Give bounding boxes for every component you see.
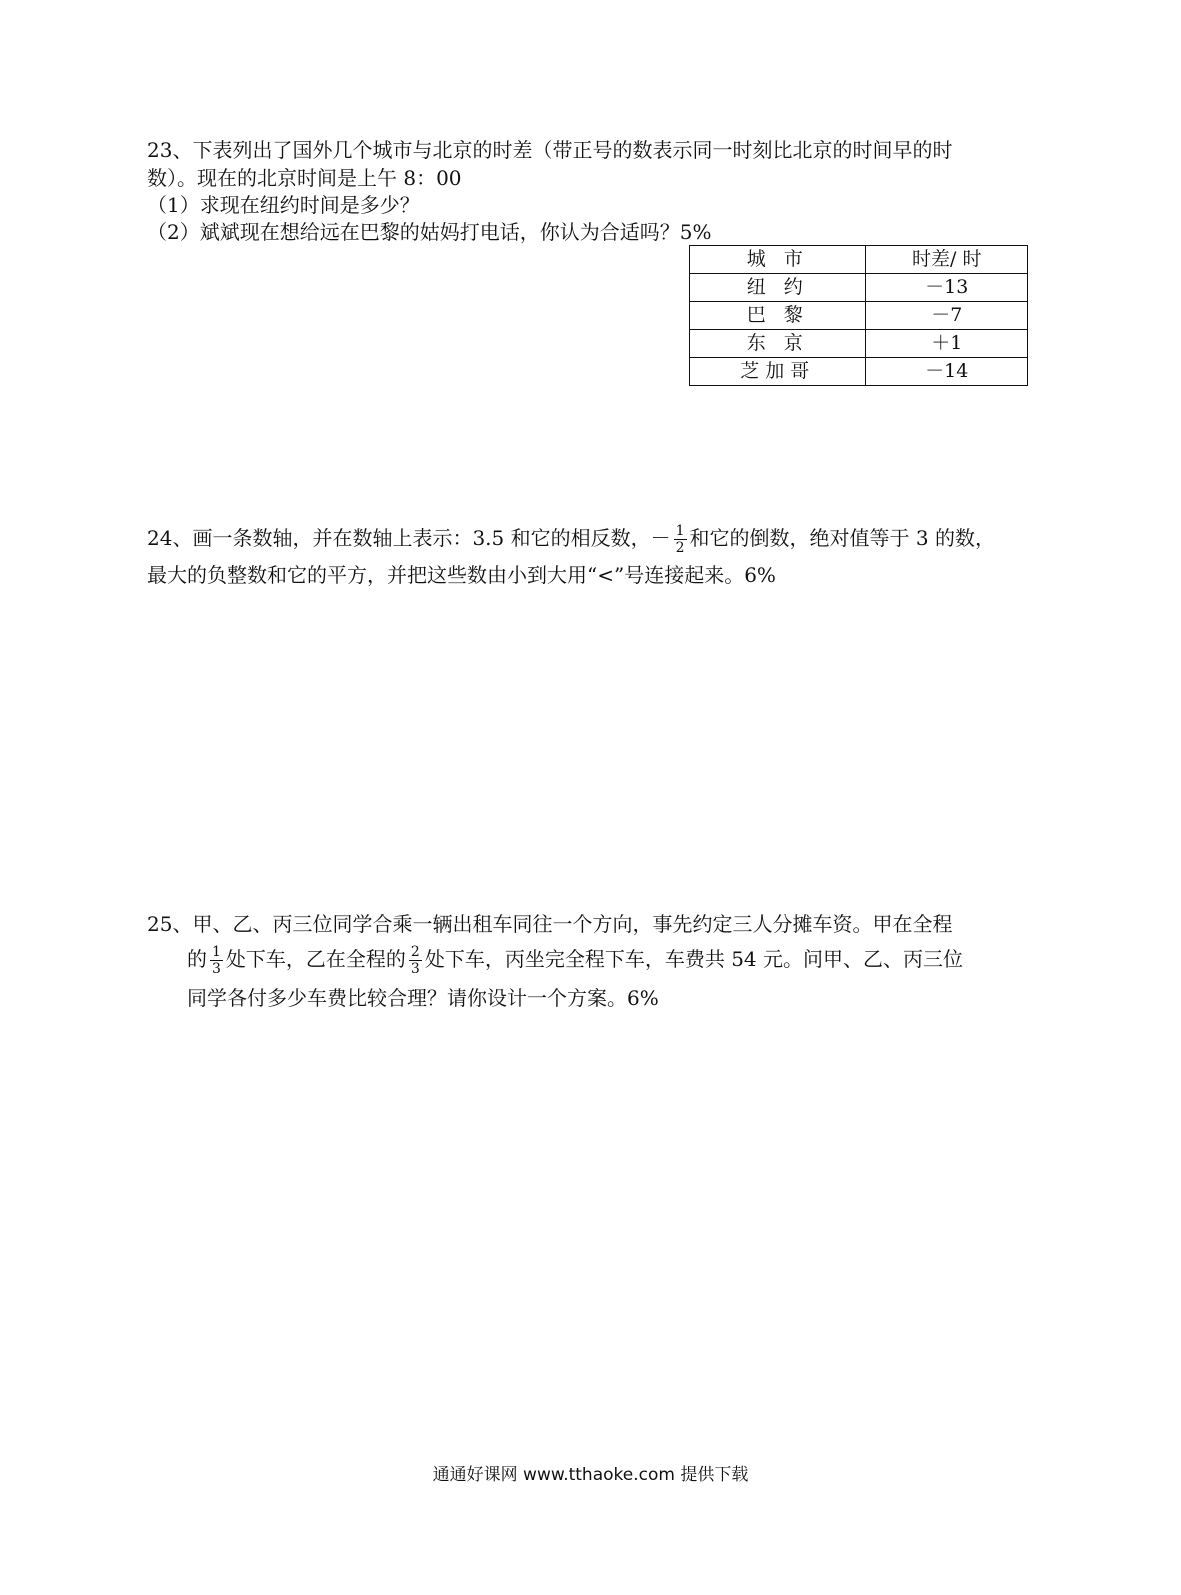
fraction-numerator: 1 [212,944,221,960]
q25-line2-b: 处下车，乙在全程的 [225,947,406,971]
city-cell: 巴 黎 [690,302,866,330]
table-row [690,358,1028,386]
header-city: 城 市 [690,246,866,274]
footer-source: 通通好课网 www.tthaoke.com 提供下载 [432,1465,749,1485]
q25-line2 [187,945,963,976]
table-row [690,274,1028,302]
diff-cell: －13 [866,274,1028,302]
fraction-two-thirds [409,945,422,976]
q23-sub2: （2）斌斌现在想给远在巴黎的姑妈打电话，你认为合适吗？5% [147,220,712,244]
q24-line2: 最大的负整数和它的平方，并把这些数由小到大用“<”号连接起来。6% [147,563,776,587]
city-cell: 东 京 [690,330,866,358]
q25-line2-c: 处下车，丙坐完全程下车，车费共 54 元。问甲、乙、丙三位 [424,947,964,971]
time-difference-table [689,245,1028,386]
fraction-numerator: 2 [410,944,420,960]
city-cell: 纽 约 [690,274,866,302]
fraction-denominator: 2 [675,540,685,556]
fraction-denominator: 3 [212,961,221,977]
city-cell: 芝加哥 [690,358,866,386]
table-row [690,302,1028,330]
q23-line1: 23、下表列出了国外几个城市与北京的时差（带正号的数表示同一时刻比北京的时间早的时 [147,138,953,162]
q25-line3: 同学各付多少车费比较合理？请你设计一个方案。6% [187,986,659,1010]
table-row [690,330,1028,358]
header-diff: 时差/ 时 [866,246,1028,274]
q24-line1 [147,524,995,555]
fraction-numerator: 1 [675,523,685,539]
diff-cell: ＋1 [866,330,1028,358]
fraction-denominator: 3 [410,961,420,977]
diff-cell: －14 [866,358,1028,386]
table-header-row [690,246,1028,274]
fraction-one-third [210,945,223,976]
q24-line1-a: 24、画一条数轴，并在数轴上表示：3.5 和它的相反数，－ [147,526,671,550]
q25-line1: 25、甲、乙、丙三位同学合乘一辆出租车同往一个方向，事先约定三人分摊车资。甲在全程 [147,912,953,936]
fraction-one-half [674,524,687,555]
diff-cell: －7 [866,302,1028,330]
q25-line2-a: 的 [187,947,207,971]
q24-line1-b: 和它的倒数，绝对值等于 3 的数， [689,526,995,550]
q23-sub1: （1）求现在纽约时间是多少？ [147,193,420,217]
q23-line2: 数）。现在的北京时间是上午 8：00 [147,166,462,190]
